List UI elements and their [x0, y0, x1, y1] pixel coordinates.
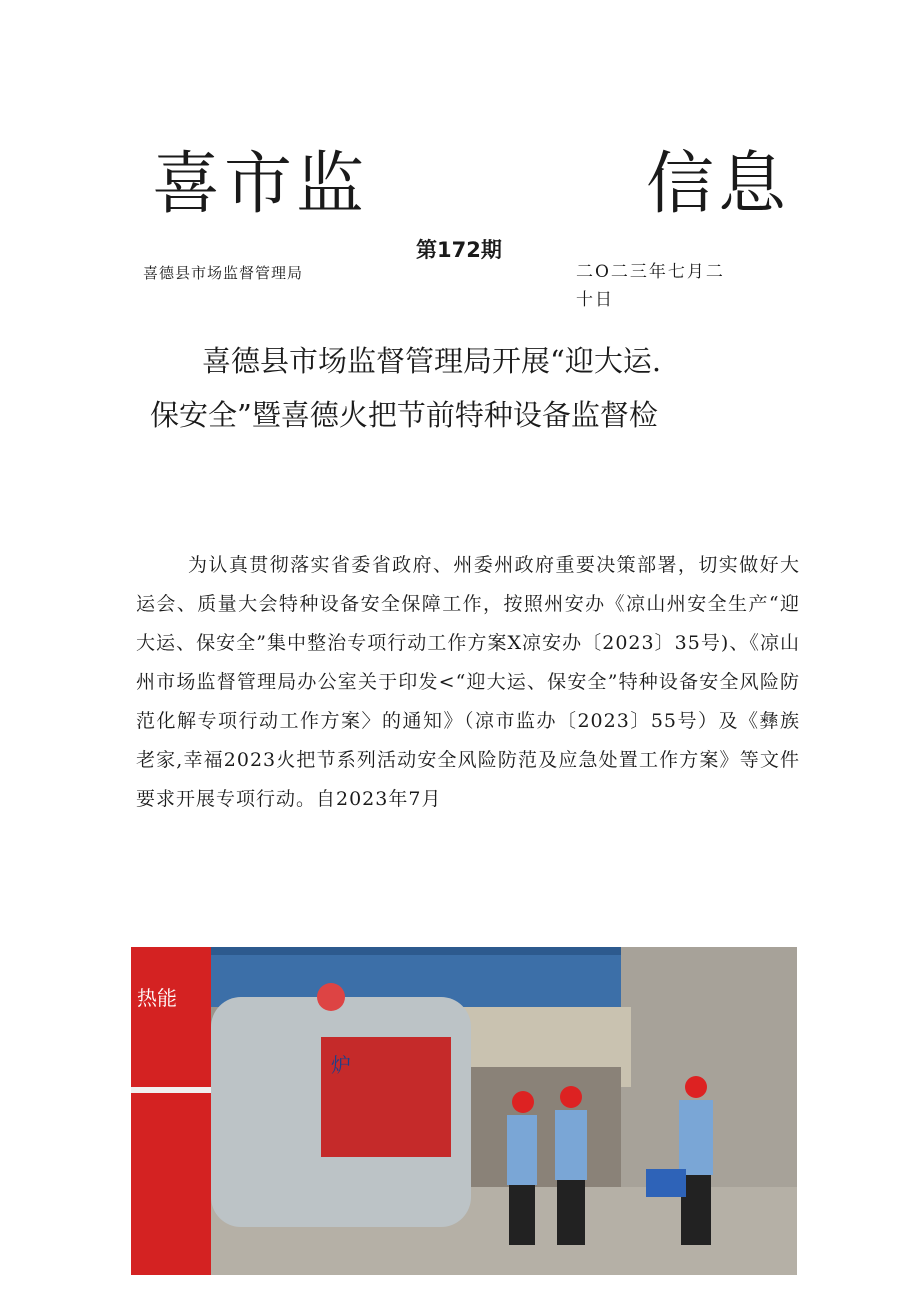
- issue-date-line-1: 二O二三年七月二: [576, 262, 725, 282]
- masthead-title-right: 信息: [646, 145, 791, 224]
- article-body: [136, 546, 800, 819]
- body-paragraph: 为认真贯彻落实省委省政府、州委州政府重要决策部署，切实做好大运会、质量大会特种设备安全保障工作，按照州安办《凉山州安全生产“迎大运、保安全”集中整治专项行动工作方案X凉安办〔2023〕35号)、《凉山州市场监督管理局办公室关于印发<“迎大运、保安全”特种设备安全风险防范化解专项行动工作方案〉的通知》（凉市监办〔2023〕55号）及《彝族老家,幸福2023火把节系列活动安全风险防范及应急处置工作方案》等文件要求开展专项行动。自2023年7月: [136, 554, 800, 810]
- sign-text: 热能: [137, 986, 177, 1010]
- headline-line-1: 喜德县市场监督管理局开展“迎大运.: [202, 344, 662, 378]
- headline-line-2: 保安全”暨喜德火把节前特种设备监督检: [150, 398, 658, 432]
- agency-name: 喜德县市场监督管理局: [143, 264, 304, 282]
- inspector-figure-3: [679, 1076, 713, 1245]
- issue-number: 第172期: [416, 238, 502, 262]
- inspection-photo: [131, 947, 797, 1275]
- issue-date: [576, 258, 766, 314]
- boiler-label: 炉: [331, 1053, 351, 1077]
- article-headline: [150, 334, 790, 442]
- masthead-title-left: 喜市监: [152, 145, 369, 224]
- issue-date-line-2: 十日: [576, 290, 614, 310]
